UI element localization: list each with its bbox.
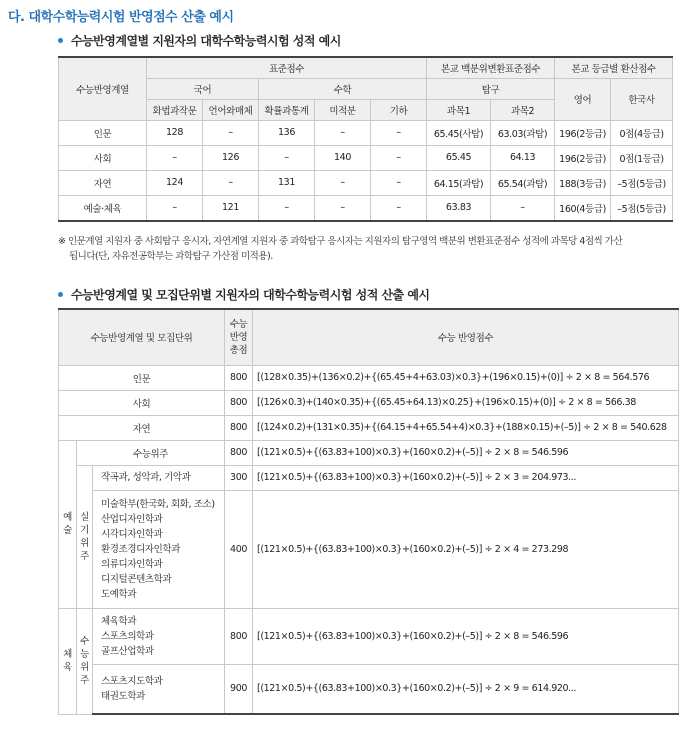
row-formula: [(121×0.5)+{(63.83+100)×0.3}+(160×0.2)+(–5)] ÷ 2 × 9 = 614.920... bbox=[253, 664, 679, 714]
cell: – bbox=[491, 195, 555, 221]
cell: 124 bbox=[147, 170, 203, 195]
header-total-l3: 총점 bbox=[229, 344, 248, 356]
sub-pe bbox=[77, 608, 93, 714]
header-inq-2: 과목2 bbox=[491, 99, 555, 120]
list-item: 스포츠의학과 bbox=[101, 630, 154, 642]
list-item: 체육학과 bbox=[101, 615, 137, 627]
cell: 160(4등급) bbox=[555, 195, 611, 221]
table1-title bbox=[58, 32, 341, 49]
table-row bbox=[59, 490, 679, 608]
row-total: 800 bbox=[225, 390, 253, 415]
cell: 인문 bbox=[59, 120, 147, 145]
cell: 65.45(사탐) bbox=[427, 120, 491, 145]
list-item: 디지털콘텐츠학과 bbox=[101, 573, 172, 585]
cell: 128 bbox=[147, 120, 203, 145]
cell: – bbox=[371, 120, 427, 145]
cell: 사회 bbox=[59, 145, 147, 170]
header-pct-std: 본교 백분위변환표준점수 bbox=[427, 57, 555, 78]
group-char: 육 bbox=[63, 662, 72, 673]
row-formula: [(126×0.3)+(140×0.35)+{(65.45+64.13)×0.25}+(196×0.15)+(0)] ÷ 2 × 8 = 566.38 bbox=[253, 390, 679, 415]
bullet-icon bbox=[58, 38, 63, 43]
list-item: 산업디자인학과 bbox=[101, 513, 163, 525]
cell: 예술·체육 bbox=[59, 195, 147, 221]
group-char: 예 bbox=[63, 512, 72, 523]
header-inquiry: 탐구 bbox=[427, 78, 555, 99]
list-item: 환경조경디자인학과 bbox=[101, 543, 180, 555]
cell: 131 bbox=[259, 170, 315, 195]
cell: – bbox=[259, 145, 315, 170]
sub-char: 기 bbox=[80, 524, 89, 536]
list-item: 의류디자인학과 bbox=[101, 558, 163, 570]
header-kor-a: 화법과작문 bbox=[147, 99, 203, 120]
group-pe bbox=[59, 608, 77, 714]
group-char: 체 bbox=[63, 649, 72, 660]
cell: 196(2등급) bbox=[555, 145, 611, 170]
row-total: 300 bbox=[225, 465, 253, 490]
row-formula: [(121×0.5)+{(63.83+100)×0.3}+(160×0.2)+(–5)] ÷ 2 × 8 = 546.596 bbox=[253, 440, 679, 465]
row-total: 800 bbox=[225, 415, 253, 440]
header-kor-b: 언어와매체 bbox=[203, 99, 259, 120]
row-label-list bbox=[93, 664, 225, 714]
sub-char: 주 bbox=[80, 550, 89, 562]
sub-char: 주 bbox=[80, 675, 89, 686]
header-math-c: 기하 bbox=[371, 99, 427, 120]
table-row bbox=[59, 365, 679, 390]
header-math: 수학 bbox=[259, 78, 427, 99]
list-item: 시각디자인학과 bbox=[101, 528, 163, 540]
header-grade-conv: 본교 등급별 환산점수 bbox=[555, 57, 673, 78]
cell: – bbox=[259, 195, 315, 221]
table-row bbox=[59, 170, 673, 195]
cell: 140 bbox=[315, 145, 371, 170]
row-label-list bbox=[93, 490, 225, 608]
header-english: 영어 bbox=[555, 78, 611, 120]
row-label: 인문 bbox=[59, 365, 225, 390]
cell: –5점(5등급) bbox=[611, 170, 673, 195]
row-total: 400 bbox=[225, 490, 253, 608]
cell: 65.54(과탐) bbox=[491, 170, 555, 195]
list-item: 미술학부(한국화, 회화, 조소) bbox=[101, 498, 215, 510]
cell: 자연 bbox=[59, 170, 147, 195]
table2-title bbox=[58, 286, 430, 303]
row-formula: [(121×0.5)+{(63.83+100)×0.3}+(160×0.2)+(–5)] ÷ 2 × 4 = 273.298 bbox=[253, 490, 679, 608]
score-example-table bbox=[58, 56, 673, 222]
list-item: 태권도학과 bbox=[101, 690, 145, 702]
row-total: 900 bbox=[225, 664, 253, 714]
cell: 64.13 bbox=[491, 145, 555, 170]
section-title: 다. 대학수학능력시험 반영점수 산출 예시 bbox=[8, 10, 234, 25]
header-score: 수능 반영점수 bbox=[253, 309, 679, 365]
header-total-l1: 수능 bbox=[229, 318, 248, 330]
header-total-l2: 반영 bbox=[229, 331, 248, 343]
note-line-2: 됩니다(단, 자유전공학부는 과학탐구 가산점 미적용). bbox=[69, 251, 273, 262]
table-row bbox=[59, 415, 679, 440]
table-row bbox=[59, 120, 673, 145]
cell: 63.83 bbox=[427, 195, 491, 221]
sub-char: 실 bbox=[80, 511, 89, 523]
bullet-icon bbox=[58, 292, 63, 297]
row-total: 800 bbox=[225, 608, 253, 664]
row-label-list bbox=[93, 608, 225, 664]
header-korean: 국어 bbox=[147, 78, 259, 99]
cell: 0점(4등급) bbox=[611, 120, 673, 145]
cell: – bbox=[371, 145, 427, 170]
cell: – bbox=[147, 145, 203, 170]
row-label: 사회 bbox=[59, 390, 225, 415]
header-inq-1: 과목1 bbox=[427, 99, 491, 120]
header-track: 수능반영계열 bbox=[59, 57, 147, 120]
row-formula: [(121×0.5)+{(63.83+100)×0.3}+(160×0.2)+(–5)] ÷ 2 × 8 = 546.596 bbox=[253, 608, 679, 664]
cell: 64.15(과탐) bbox=[427, 170, 491, 195]
sub-char: 수 bbox=[80, 636, 89, 647]
note-line-1: ※ 인문계열 지원자 중 사회탐구 응시자, 자연계열 지원자 중 과학탐구 응시자는 지원자의 탐구영역 백분위 변환표준점수 성적에 과목당 4점씩 가산 bbox=[58, 236, 623, 247]
cell: – bbox=[315, 120, 371, 145]
group-arts bbox=[59, 440, 77, 608]
cell: 121 bbox=[203, 195, 259, 221]
cell: – bbox=[315, 170, 371, 195]
cell: 0점(1등급) bbox=[611, 145, 673, 170]
header-track-unit: 수능반영계열 및 모집단위 bbox=[59, 309, 225, 365]
list-item: 골프산업학과 bbox=[101, 645, 154, 657]
cell: – bbox=[203, 170, 259, 195]
row-total: 800 bbox=[225, 365, 253, 390]
cell: 65.45 bbox=[427, 145, 491, 170]
calculation-example-table bbox=[58, 308, 679, 715]
table1-note bbox=[58, 234, 678, 264]
cell: – bbox=[371, 170, 427, 195]
cell: – bbox=[203, 120, 259, 145]
cell: – bbox=[147, 195, 203, 221]
cell: 63.03(과탐) bbox=[491, 120, 555, 145]
cell: – bbox=[315, 195, 371, 221]
list-item: 도예학과 bbox=[101, 588, 137, 600]
header-std-score: 표준점수 bbox=[147, 57, 427, 78]
header-math-b: 미적분 bbox=[315, 99, 371, 120]
cell: 188(3등급) bbox=[555, 170, 611, 195]
sub-char: 위 bbox=[80, 537, 89, 549]
row-formula: [(124×0.2)+(131×0.35)+{(64.15+4+65.54+4)×0.3}+(188×0.15)+(–5)] ÷ 2 × 8 = 540.628 bbox=[253, 415, 679, 440]
header-math-a: 확률과통계 bbox=[259, 99, 315, 120]
table-row bbox=[59, 664, 679, 714]
row-label: 작곡과, 성악과, 기악과 bbox=[93, 465, 225, 490]
group-char: 술 bbox=[63, 525, 72, 536]
cell: – bbox=[371, 195, 427, 221]
row-total: 800 bbox=[225, 440, 253, 465]
row-label: 수능위주 bbox=[77, 440, 225, 465]
table-row bbox=[59, 195, 673, 221]
row-label: 자연 bbox=[59, 415, 225, 440]
sub-arts bbox=[77, 465, 93, 608]
header-history: 한국사 bbox=[611, 78, 673, 120]
row-formula: [(121×0.5)+{(63.83+100)×0.3}+(160×0.2)+(–5)] ÷ 2 × 3 = 204.973... bbox=[253, 465, 679, 490]
table-row bbox=[59, 608, 679, 664]
row-formula: [(128×0.35)+(136×0.2)+{(65.45+4+63.03)×0.3}+(196×0.15)+(0)] ÷ 2 × 8 = 564.576 bbox=[253, 365, 679, 390]
cell: 196(2등급) bbox=[555, 120, 611, 145]
table-row bbox=[59, 145, 673, 170]
cell: 136 bbox=[259, 120, 315, 145]
header-total bbox=[225, 309, 253, 365]
table1-title-text: 수능반영계열별 지원자의 대학수학능력시험 성적 예시 bbox=[71, 34, 341, 48]
table-row bbox=[59, 390, 679, 415]
table-row bbox=[59, 440, 679, 465]
sub-char: 능 bbox=[80, 649, 89, 660]
cell: –5점(5등급) bbox=[611, 195, 673, 221]
cell: 126 bbox=[203, 145, 259, 170]
sub-char: 위 bbox=[80, 662, 89, 673]
table2-title-text: 수능반영계열 및 모집단위별 지원자의 대학수학능력시험 성적 산출 예시 bbox=[71, 288, 430, 302]
table-row bbox=[59, 465, 679, 490]
list-item: 스포츠지도학과 bbox=[101, 675, 163, 687]
